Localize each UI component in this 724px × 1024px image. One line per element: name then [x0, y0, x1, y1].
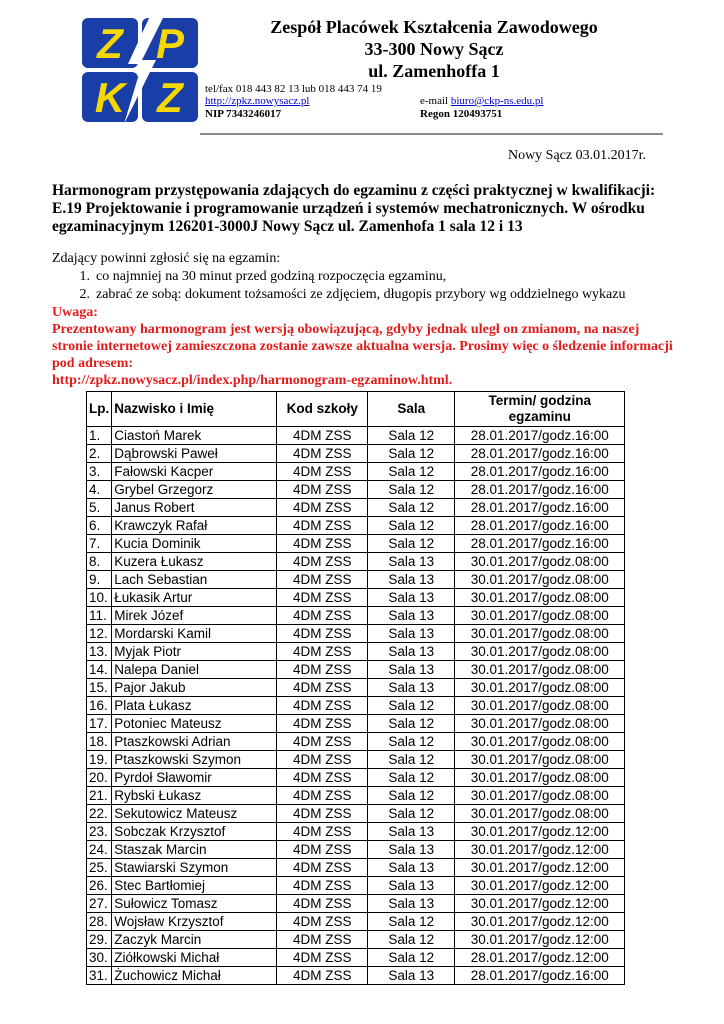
- row-number: 19.: [87, 751, 112, 769]
- row-name: Ptaszkowski Szymon: [112, 751, 277, 769]
- row-school-code: 4DM ZSS: [277, 859, 368, 877]
- notice-label: Uwaga:: [52, 305, 98, 320]
- row-number: 24.: [87, 841, 112, 859]
- row-school-code: 4DM ZSS: [277, 679, 368, 697]
- row-name: Ciastoń Marek: [112, 427, 277, 445]
- row-date-time: 30.01.2017/godz.12:00: [455, 823, 625, 841]
- table-row: [87, 535, 625, 553]
- row-name: Sobczak Krzysztof: [112, 823, 277, 841]
- row-number: 25.: [87, 859, 112, 877]
- row-school-code: 4DM ZSS: [277, 733, 368, 751]
- row-date-time: 30.01.2017/godz.12:00: [455, 841, 625, 859]
- row-school-code: 4DM ZSS: [277, 553, 368, 571]
- row-room: Sala 12: [368, 769, 455, 787]
- row-room: Sala 12: [368, 499, 455, 517]
- row-number: 31.: [87, 967, 112, 985]
- row-school-code: 4DM ZSS: [277, 931, 368, 949]
- row-school-code: 4DM ZSS: [277, 751, 368, 769]
- row-number: 7.: [87, 535, 112, 553]
- row-school-code: 4DM ZSS: [277, 877, 368, 895]
- row-school-code: 4DM ZSS: [277, 571, 368, 589]
- row-number: 15.: [87, 679, 112, 697]
- row-number: 4.: [87, 481, 112, 499]
- row-number: 16.: [87, 697, 112, 715]
- row-room: Sala 13: [368, 661, 455, 679]
- logo-letter: K: [94, 74, 126, 121]
- row-date-time: 28.01.2017/godz.16:00: [455, 517, 625, 535]
- row-date-time: 30.01.2017/godz.08:00: [455, 733, 625, 751]
- table-row: [87, 733, 625, 751]
- table-row: [87, 643, 625, 661]
- institution-street: ul. Zamenhoffa 1: [368, 61, 500, 81]
- row-number: 9.: [87, 571, 112, 589]
- row-date-time: 30.01.2017/godz.08:00: [455, 589, 625, 607]
- row-date-time: 30.01.2017/godz.08:00: [455, 715, 625, 733]
- row-school-code: 4DM ZSS: [277, 823, 368, 841]
- header-divider: [200, 133, 663, 135]
- row-date-time: 28.01.2017/godz.16:00: [455, 967, 625, 985]
- row-date-time: 30.01.2017/godz.08:00: [455, 751, 625, 769]
- row-name: Staszak Marcin: [112, 841, 277, 859]
- row-name: Pajor Jakub: [112, 679, 277, 697]
- row-date-time: 28.01.2017/godz.16:00: [455, 535, 625, 553]
- row-school-code: 4DM ZSS: [277, 589, 368, 607]
- row-date-time: 28.01.2017/godz.12:00: [455, 949, 625, 967]
- row-number: 13.: [87, 643, 112, 661]
- row-date-time: 30.01.2017/godz.08:00: [455, 787, 625, 805]
- row-date-time: 28.01.2017/godz.16:00: [455, 445, 625, 463]
- notice-block: [52, 304, 682, 389]
- table-row: [87, 517, 625, 535]
- row-date-time: 28.01.2017/godz.16:00: [455, 481, 625, 499]
- row-number: 21.: [87, 787, 112, 805]
- table-header-row: [87, 392, 625, 427]
- row-number: 27.: [87, 895, 112, 913]
- row-school-code: 4DM ZSS: [277, 895, 368, 913]
- document-heading: Harmonogram przystępowania zdających do egzaminu z części praktycznej w kwalifikacji: E.19 Projektowanie i programowanie urządzeń i systemów mechatronicznych. W ośrodku egzaminacyjnym 126201-3000J Nowy Sącz ul. Zamenhofa 1 sala 12 i 13: [52, 182, 656, 235]
- row-school-code: 4DM ZSS: [277, 445, 368, 463]
- column-header-lp: Lp.: [87, 392, 112, 427]
- row-name: Stec Bartłomiej: [112, 877, 277, 895]
- school-logo: [80, 16, 200, 124]
- table-row: [87, 949, 625, 967]
- row-room: Sala 12: [368, 733, 455, 751]
- row-name: Krawczyk Rafał: [112, 517, 277, 535]
- row-number: 29.: [87, 931, 112, 949]
- table-row: [87, 967, 625, 985]
- row-date-time: 30.01.2017/godz.08:00: [455, 607, 625, 625]
- row-room: Sala 12: [368, 481, 455, 499]
- row-date-time: 30.01.2017/godz.12:00: [455, 877, 625, 895]
- row-number: 3.: [87, 463, 112, 481]
- row-date-time: 30.01.2017/godz.08:00: [455, 643, 625, 661]
- row-room: Sala 12: [368, 697, 455, 715]
- intro-text: Zdający powinni zgłosić się na egzamin:: [52, 251, 281, 266]
- table-row: [87, 445, 625, 463]
- row-room: Sala 13: [368, 967, 455, 985]
- email-label: e-mail: [420, 95, 449, 107]
- row-date-time: 30.01.2017/godz.08:00: [455, 571, 625, 589]
- row-room: Sala 13: [368, 643, 455, 661]
- row-number: 14.: [87, 661, 112, 679]
- table-row: [87, 805, 625, 823]
- row-school-code: 4DM ZSS: [277, 643, 368, 661]
- row-school-code: 4DM ZSS: [277, 499, 368, 517]
- table-row: [87, 895, 625, 913]
- row-school-code: 4DM ZSS: [277, 661, 368, 679]
- row-date-time: 28.01.2017/godz.16:00: [455, 427, 625, 445]
- table-row: [87, 679, 625, 697]
- row-name: Stawiarski Szymon: [112, 859, 277, 877]
- table-row: [87, 715, 625, 733]
- row-room: Sala 12: [368, 949, 455, 967]
- row-room: Sala 13: [368, 589, 455, 607]
- row-room: Sala 12: [368, 715, 455, 733]
- row-school-code: 4DM ZSS: [277, 913, 368, 931]
- row-date-time: 30.01.2017/godz.08:00: [455, 769, 625, 787]
- row-room: Sala 12: [368, 751, 455, 769]
- list-item-text: co najmniej na 30 minut przed godziną rozpoczęcia egzaminu,: [96, 269, 447, 284]
- table-row: [87, 427, 625, 445]
- row-name: Zaczyk Marcin: [112, 931, 277, 949]
- website-link[interactable]: http://zpkz.nowysacz.pl: [205, 95, 310, 107]
- row-number: 5.: [87, 499, 112, 517]
- row-room: Sala 13: [368, 679, 455, 697]
- row-name: Dąbrowski Paweł: [112, 445, 277, 463]
- row-number: 18.: [87, 733, 112, 751]
- column-header-room: Sala: [368, 392, 455, 427]
- row-name: Rybski Łukasz: [112, 787, 277, 805]
- row-number: 1.: [87, 427, 112, 445]
- list-item: [52, 268, 625, 286]
- row-school-code: 4DM ZSS: [277, 841, 368, 859]
- list-item: [52, 286, 625, 304]
- table-row: [87, 607, 625, 625]
- instructions-list: [52, 268, 625, 304]
- row-room: Sala 13: [368, 607, 455, 625]
- notice-text: Prezentowany harmonogram jest wersją obowiązującą, gdyby jednak uległ on zmianom, na naszej stronie internetowej zamieszczona zostanie zawsze aktualna wersja. Prosimy więc o śledzenie informacji pod adresem:: [52, 322, 673, 371]
- row-room: Sala 13: [368, 571, 455, 589]
- row-room: Sala 13: [368, 877, 455, 895]
- row-room: Sala 12: [368, 445, 455, 463]
- row-name: Kuzera Łukasz: [112, 553, 277, 571]
- row-name: Lach Sebastian: [112, 571, 277, 589]
- table-row: [87, 877, 625, 895]
- row-date-time: 30.01.2017/godz.12:00: [455, 895, 625, 913]
- table-row: [87, 841, 625, 859]
- row-name: Żuchowicz Michał: [112, 967, 277, 985]
- table-row: [87, 571, 625, 589]
- phone-fax: tel/fax 018 443 82 13 lub 018 443 74 19: [205, 83, 382, 95]
- table-row: [87, 463, 625, 481]
- row-school-code: 4DM ZSS: [277, 949, 368, 967]
- table-row: [87, 589, 625, 607]
- row-school-code: 4DM ZSS: [277, 463, 368, 481]
- email-line: [420, 95, 543, 107]
- nip-number: NIP 7343246017: [205, 108, 282, 120]
- table-row: [87, 931, 625, 949]
- table-row: [87, 913, 625, 931]
- table-row: [87, 625, 625, 643]
- row-name: Fałowski Kacper: [112, 463, 277, 481]
- row-room: Sala 12: [368, 913, 455, 931]
- row-date-time: 30.01.2017/godz.12:00: [455, 913, 625, 931]
- table-row: [87, 553, 625, 571]
- schedule-table: [86, 391, 625, 985]
- row-room: Sala 13: [368, 841, 455, 859]
- row-date-time: 30.01.2017/godz.08:00: [455, 553, 625, 571]
- row-name: Nalepa Daniel: [112, 661, 277, 679]
- table-row: [87, 823, 625, 841]
- row-date-time: 30.01.2017/godz.08:00: [455, 805, 625, 823]
- list-item-number: 1.: [79, 269, 90, 284]
- table-row: [87, 859, 625, 877]
- row-name: Mordarski Kamil: [112, 625, 277, 643]
- regon-number: Regon 120493751: [420, 108, 503, 120]
- row-room: Sala 12: [368, 535, 455, 553]
- row-room: Sala 12: [368, 805, 455, 823]
- institution-name: Zespół Placówek Kształcenia Zawodowego: [270, 17, 598, 37]
- row-room: Sala 13: [368, 553, 455, 571]
- table-row: [87, 697, 625, 715]
- row-date-time: 30.01.2017/godz.12:00: [455, 859, 625, 877]
- row-date-time: 30.01.2017/godz.08:00: [455, 661, 625, 679]
- row-name: Ptaszkowski Adrian: [112, 733, 277, 751]
- row-room: Sala 13: [368, 625, 455, 643]
- row-number: 8.: [87, 553, 112, 571]
- row-name: Ziółkowski Michał: [112, 949, 277, 967]
- row-number: 26.: [87, 877, 112, 895]
- email-link[interactable]: biuro@ckp-ns.edu.pl: [450, 95, 544, 107]
- list-item-text: zabrać ze sobą: dokument tożsamości ze zdjęciem, długopis przybory wg oddzielnego wykazu: [96, 287, 626, 302]
- logo-letter: Z: [157, 74, 183, 121]
- row-name: Potoniec Mateusz: [112, 715, 277, 733]
- row-room: Sala 12: [368, 463, 455, 481]
- row-school-code: 4DM ZSS: [277, 517, 368, 535]
- row-school-code: 4DM ZSS: [277, 481, 368, 499]
- row-number: 30.: [87, 949, 112, 967]
- table-row: [87, 751, 625, 769]
- row-school-code: 4DM ZSS: [277, 715, 368, 733]
- row-name: Sułowicz Tomasz: [112, 895, 277, 913]
- row-date-time: 28.01.2017/godz.16:00: [455, 499, 625, 517]
- row-date-time: 30.01.2017/godz.08:00: [455, 697, 625, 715]
- row-name: Łukasik Artur: [112, 589, 277, 607]
- list-item-number: 2.: [79, 287, 90, 302]
- row-room: Sala 12: [368, 427, 455, 445]
- row-school-code: 4DM ZSS: [277, 787, 368, 805]
- row-name: Grybel Grzegorz: [112, 481, 277, 499]
- logo-letter: Z: [97, 20, 123, 67]
- row-room: Sala 13: [368, 823, 455, 841]
- row-name: Sekutowicz Mateusz: [112, 805, 277, 823]
- column-header-name: Nazwisko i Imię: [112, 392, 277, 427]
- column-header-date-time: Termin/ godzina egzaminu: [455, 392, 625, 427]
- row-number: 12.: [87, 625, 112, 643]
- row-school-code: 4DM ZSS: [277, 625, 368, 643]
- row-number: 10.: [87, 589, 112, 607]
- row-name: Mirek Józef: [112, 607, 277, 625]
- table-row: [87, 787, 625, 805]
- table-row: [87, 481, 625, 499]
- row-name: Kucia Dominik: [112, 535, 277, 553]
- row-name: Myjak Piotr: [112, 643, 277, 661]
- row-room: Sala 13: [368, 895, 455, 913]
- row-school-code: 4DM ZSS: [277, 697, 368, 715]
- table-row: [87, 769, 625, 787]
- row-room: Sala 12: [368, 787, 455, 805]
- row-number: 20.: [87, 769, 112, 787]
- row-number: 11.: [87, 607, 112, 625]
- row-room: Sala 13: [368, 859, 455, 877]
- row-number: 17.: [87, 715, 112, 733]
- row-name: Pyrdoł Sławomir: [112, 769, 277, 787]
- row-name: Wojsław Krzysztof: [112, 913, 277, 931]
- row-name: Plata Łukasz: [112, 697, 277, 715]
- row-school-code: 4DM ZSS: [277, 607, 368, 625]
- row-school-code: 4DM ZSS: [277, 535, 368, 553]
- row-number: 28.: [87, 913, 112, 931]
- column-header-school-code: Kod szkoły: [277, 392, 368, 427]
- row-school-code: 4DM ZSS: [277, 805, 368, 823]
- row-room: Sala 12: [368, 931, 455, 949]
- row-room: Sala 12: [368, 517, 455, 535]
- row-date-time: 30.01.2017/godz.12:00: [455, 931, 625, 949]
- notice-url[interactable]: http://zpkz.nowysacz.pl/index.php/harmonogram-egzaminow.html.: [52, 373, 453, 388]
- row-date-time: 30.01.2017/godz.08:00: [455, 679, 625, 697]
- row-school-code: 4DM ZSS: [277, 769, 368, 787]
- row-number: 2.: [87, 445, 112, 463]
- logo-letter: P: [155, 20, 185, 67]
- row-date-time: 28.01.2017/godz.16:00: [455, 463, 625, 481]
- document-date: Nowy Sącz 03.01.2017r.: [507, 148, 646, 163]
- institution-city: 33-300 Nowy Sącz: [364, 39, 504, 59]
- row-name: Janus Robert: [112, 499, 277, 517]
- table-row: [87, 499, 625, 517]
- table-row: [87, 661, 625, 679]
- row-date-time: 30.01.2017/godz.08:00: [455, 625, 625, 643]
- row-school-code: 4DM ZSS: [277, 967, 368, 985]
- row-school-code: 4DM ZSS: [277, 427, 368, 445]
- row-number: 6.: [87, 517, 112, 535]
- row-number: 23.: [87, 823, 112, 841]
- row-number: 22.: [87, 805, 112, 823]
